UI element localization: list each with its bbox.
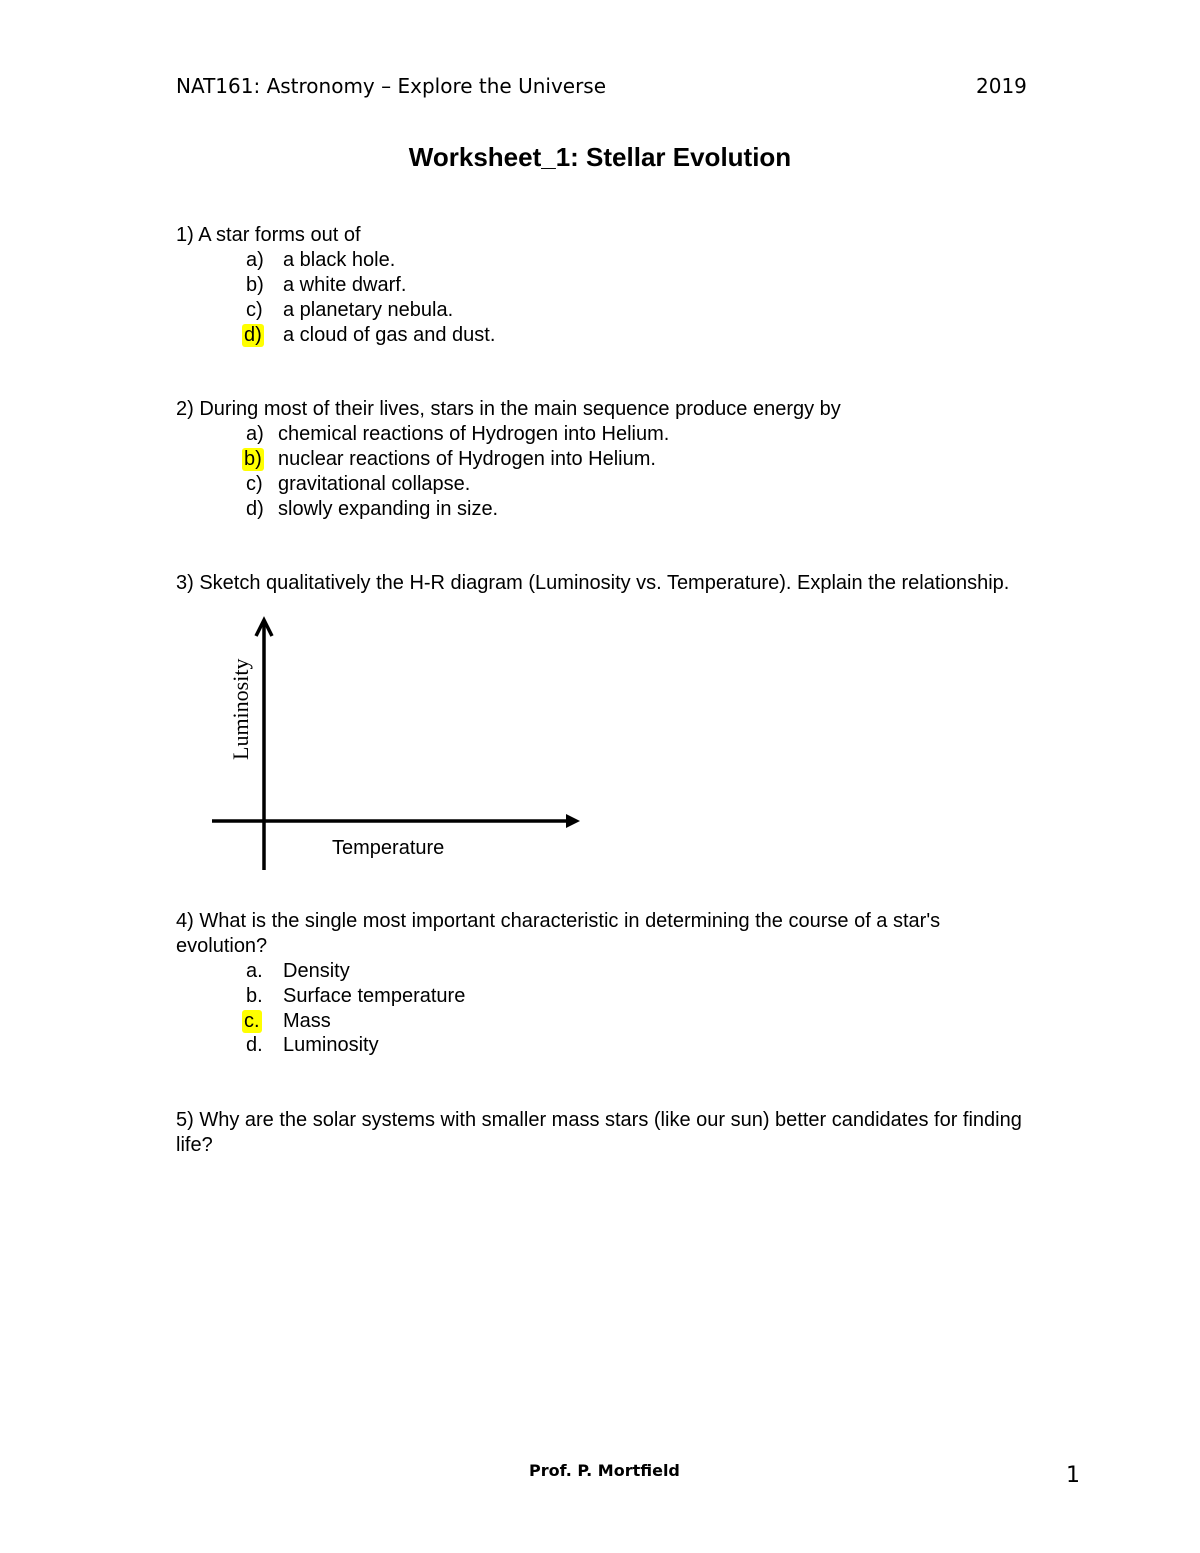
q2-option-c-letter: c) xyxy=(246,473,263,495)
q1-option-a-letter: a) xyxy=(246,249,264,271)
course-title: NAT161: Astronomy – Explore the Universe xyxy=(176,74,607,98)
q4-option-d-text: Luminosity xyxy=(283,1034,379,1056)
q2-option-a-letter: a) xyxy=(246,423,264,445)
q1-option-b-letter: b) xyxy=(246,274,264,296)
q4-option-b-letter: b. xyxy=(246,985,263,1007)
q1-option-c-letter: c) xyxy=(246,299,263,321)
hr-diagram-sketch xyxy=(200,610,600,880)
question-5-prompt-line-2: life? xyxy=(176,1134,213,1156)
question-3-prompt: 3) Sketch qualitatively the H-R diagram (Luminosity vs. Temperature). Explain the relationship. xyxy=(176,572,1010,594)
worksheet-title: Worksheet_1: Stellar Evolution xyxy=(408,142,792,172)
q1-option-b-text: a white dwarf. xyxy=(283,274,407,296)
q2-option-d-text: slowly expanding in size. xyxy=(278,498,499,520)
q1-option-c-text: a planetary nebula. xyxy=(283,299,454,321)
page-number: 1 xyxy=(1066,1463,1080,1488)
question-2-prompt: 2) During most of their lives, stars in the main sequence produce energy by xyxy=(176,398,841,420)
q4-option-b-text: Surface temperature xyxy=(283,985,466,1007)
q4-option-c-letter-highlighted: c. xyxy=(244,1010,260,1032)
q2-option-b-text: nuclear reactions of Hydrogen into Helium. xyxy=(278,448,656,470)
x-axis-label: Temperature xyxy=(332,837,445,859)
q4-option-a-letter: a. xyxy=(246,960,263,982)
footer-author: Prof. P. Mortfield xyxy=(529,1461,680,1480)
q4-option-d-letter: d. xyxy=(246,1034,263,1056)
question-5-prompt-line-1: 5) Why are the solar systems with smaller mass stars (like our sun) better candidates for finding xyxy=(176,1109,1022,1131)
q1-option-d-text: a cloud of gas and dust. xyxy=(283,324,496,346)
q2-option-c-text: gravitational collapse. xyxy=(278,473,471,495)
q2-option-a-text: chemical reactions of Hydrogen into Helium. xyxy=(278,423,670,445)
y-axis-label: Luminosity xyxy=(228,658,253,760)
question-1-prompt: 1) A star forms out of xyxy=(176,224,361,246)
q2-option-b-letter-highlighted: b) xyxy=(244,448,262,470)
q1-option-d-letter-highlighted: d) xyxy=(244,324,262,346)
q2-option-d-letter: d) xyxy=(246,498,264,520)
q4-option-c-text: Mass xyxy=(283,1010,331,1032)
question-4-prompt-line-1: 4) What is the single most important characteristic in determining the course of a star's xyxy=(176,910,941,932)
question-4-prompt-line-2: evolution? xyxy=(176,935,268,957)
q1-option-a-text: a black hole. xyxy=(283,249,396,271)
x-axis-arrowhead xyxy=(566,814,580,828)
year: 2019 xyxy=(976,74,1027,98)
q4-option-a-text: Density xyxy=(283,960,350,982)
